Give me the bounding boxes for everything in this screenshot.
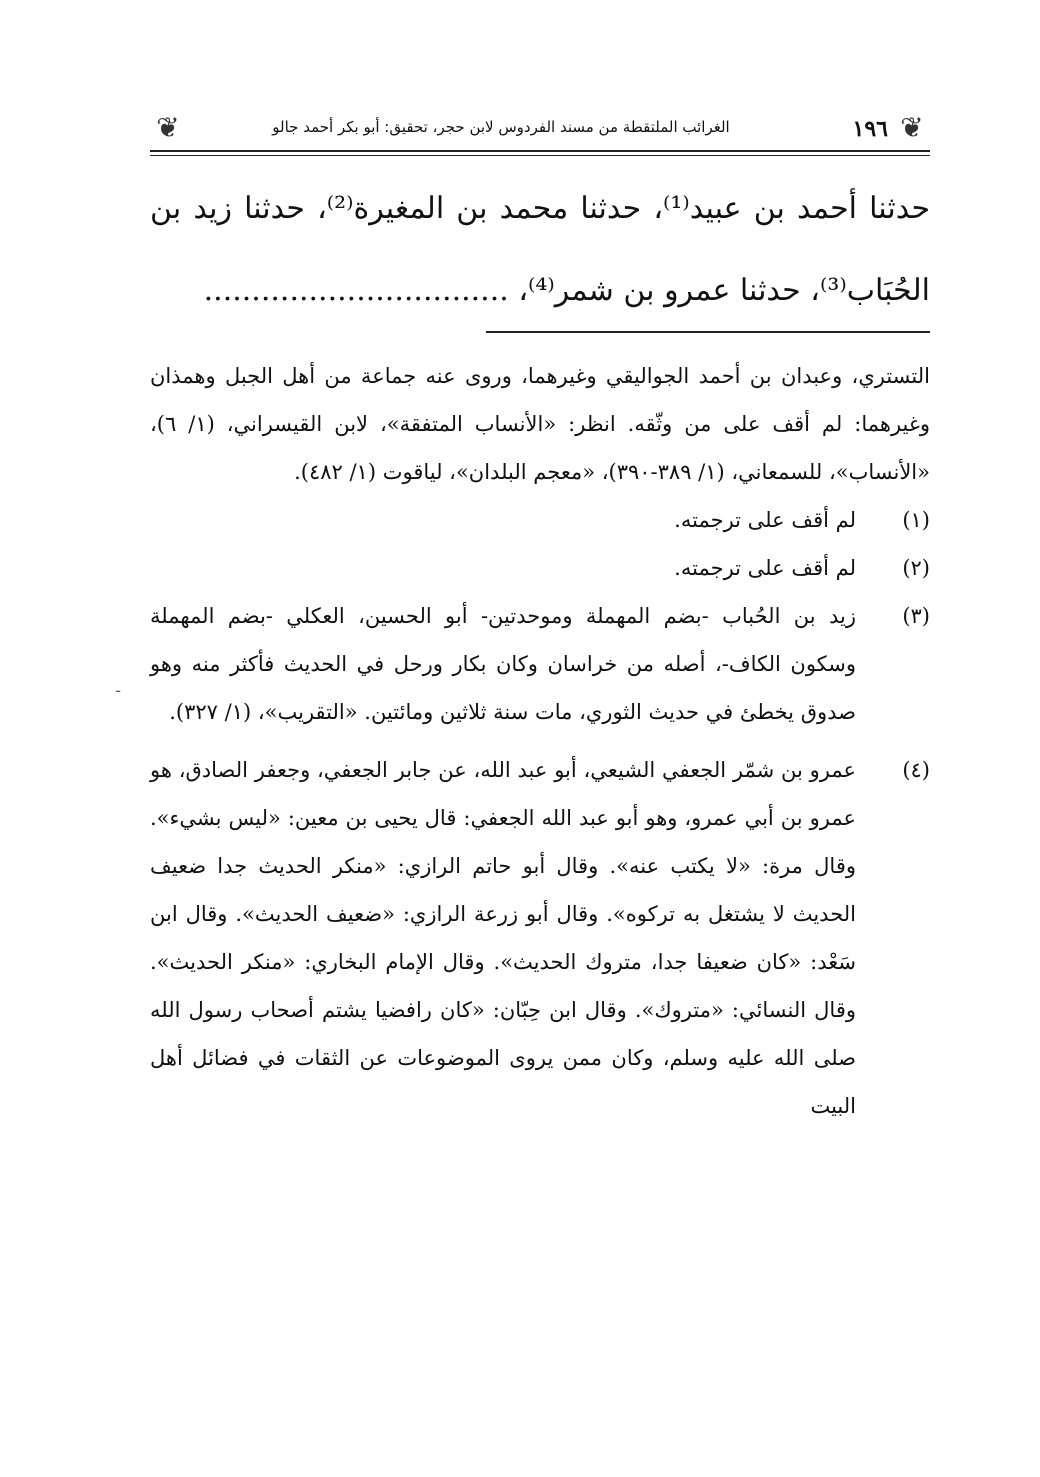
footnote-text: لم أقف على ترجمته. (674, 556, 856, 580)
footnote-number: (٤) (902, 758, 930, 782)
footnote-continuation-text: التستري، وعبدان بن أحمد الجواليقي وغيرهما، وروى عنه جماعة من أهل الجبل وهمذان وغيرهما: لم أقف على من وثّقه. انظر: «الأنساب المتفقة»، لابن القيسراني، (١/ ٦)، «الأنساب»، للسمعاني، (١/ ٣٨٩-٣٩٠)، «معجم البلدان»، لياقوت (١/ ٤٨٢). (150, 364, 930, 484)
header-rule (150, 150, 930, 152)
footnote-item (150, 592, 930, 736)
footnote-separator (486, 331, 930, 333)
ornament-icon: ❦ (900, 111, 924, 144)
main-text (150, 168, 930, 332)
footnote-text: عمرو بن شمّر الجعفي الشيعي، أبو عبد الله، عن جابر الجعفي، وجعفر الصادق، هو عمرو بن أبي عمرو، وهو أبو عبد الله الجعفي: قال يحيى بن معين: «ليس بشيء». وقال مرة: «لا يكتب عنه». وقال أبو حاتم الرازي: «منكر الحديث جدا ضعيف الحديث لا يشتغل به تركوه». وقال أبو زرعة الرازي: «ضعيف الحديث». وقال ابن سَعْد: «كان ضعيفا جدا، متروك الحديث». وقال الإمام البخاري: «منكر الحديث». وقال النسائي: «متروك». وقال ابن حِبّان: «كان رافضيا يشتم أصحاب رسول الله صلى الله عليه وسلم، وكان ممن يروى الموضوعات عن الثقات في فضائل أهل البيت (150, 758, 856, 1118)
footnote-continuation (150, 352, 930, 496)
margin-mark: ـ (116, 680, 121, 696)
footnote-number: (١) (902, 508, 930, 532)
footnotes (150, 352, 930, 1130)
footnote-text: زيد بن الحُباب -بضم المهملة وموحدتين- أبو الحسين، العكلي -بضم المهملة وسكون الكاف-، أصله من خراسان وكان بكار ورحل في الحديث فأكثر منه وهو صدوق يخطئ في حديث الثوري، مات سنة ثلاثين ومائتين. «التقريب»، (١/ ٣٢٧). (150, 604, 856, 724)
footnote-item (150, 544, 930, 592)
footnote-number: (٢) (902, 556, 930, 580)
main-text-line: الحُبَاب⁽³⁾، حدثنا عمرو بن شمر⁽⁴⁾، ................................ (203, 273, 930, 308)
running-title: الغرائب الملتقطة من مسند الفردوس لابن حجر، تحقيق: أبو بكر أحمد جالو (272, 118, 730, 136)
main-text-line: حدثنا أحمد بن عبيد⁽¹⁾، حدثنا محمد بن المغيرة⁽²⁾، حدثنا زيد بن (150, 191, 931, 226)
page-header (150, 110, 930, 150)
header-rule-thin (150, 155, 930, 156)
footnote-number: (٣) (902, 604, 930, 628)
footnote-text: لم أقف على ترجمته. (674, 508, 856, 532)
footnote-item (150, 746, 930, 1130)
footnote-item (150, 496, 930, 544)
ornament-icon: ❦ (156, 111, 180, 144)
page-number: ١٩٦ (852, 116, 888, 142)
